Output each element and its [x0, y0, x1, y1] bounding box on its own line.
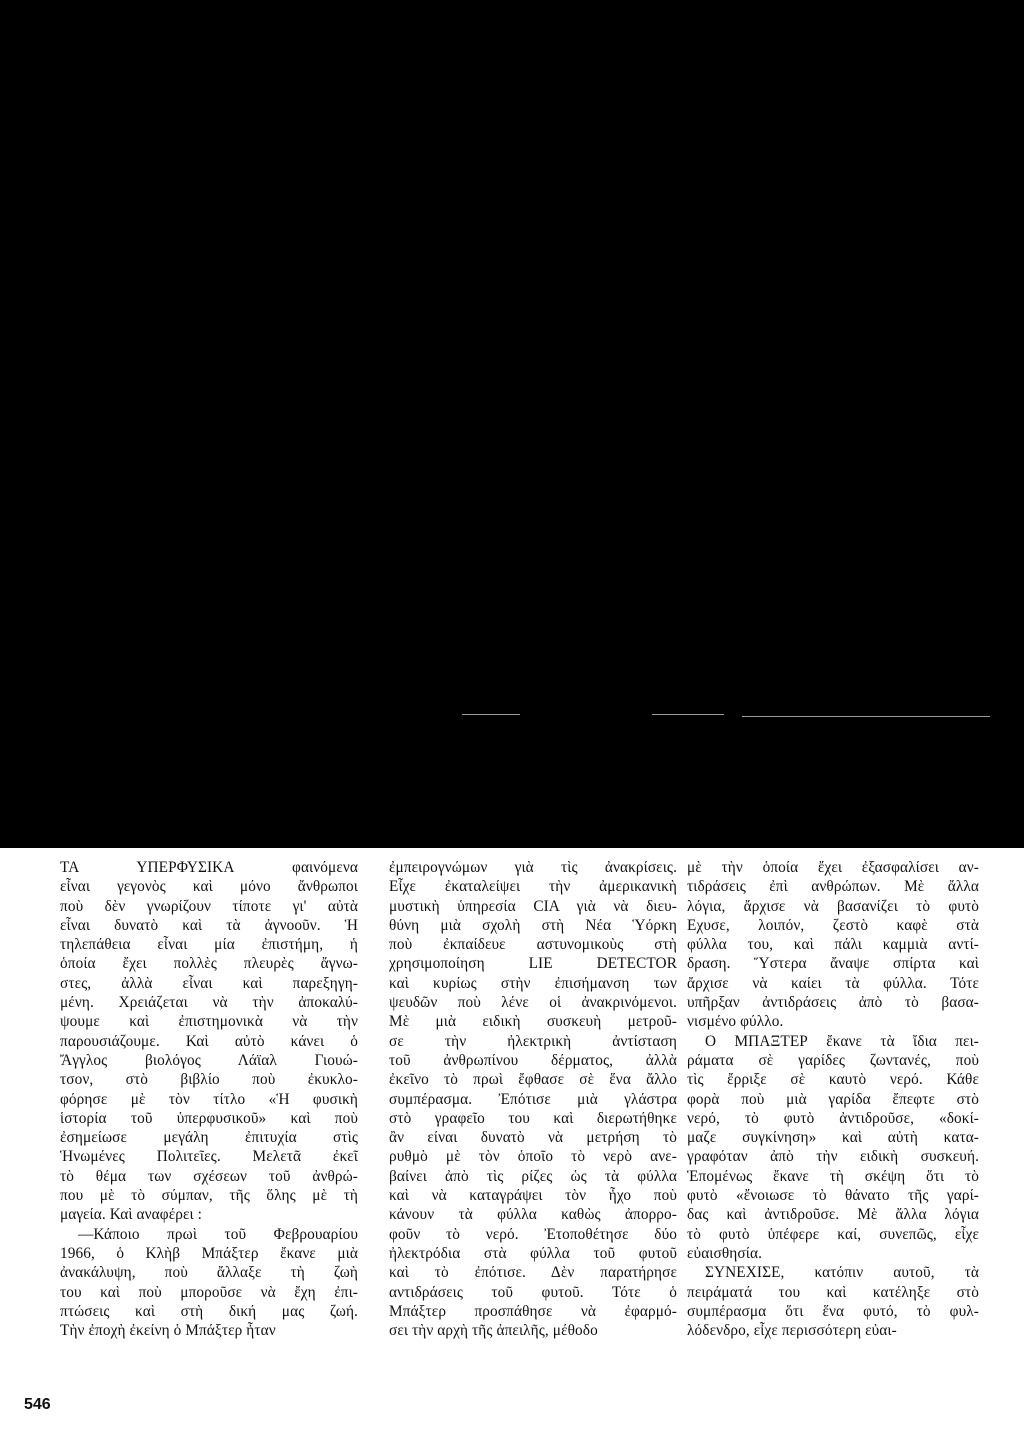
text-line: Ἡνωμένες Πολιτεῖες. Μελετᾶ ἐκεῖ [60, 1148, 358, 1166]
text-line: ἐκεῖνο τὸ πρωὶ ἔφθασε σὲ ἕνα ἄλλο [389, 1071, 677, 1089]
text-line: γραφόταν ἀπὸ τὴν ειδικὴ συσκευή. [687, 1148, 979, 1166]
text-column-1 [60, 858, 358, 1340]
text-column-2 [389, 858, 677, 1340]
text-line: στες, ἀλλὰ εἶναι καὶ παρεξηγη- [60, 974, 358, 992]
text-line: φορὰ ποὺ μιὰ γαρίδα ἔπεφτε στὸ [687, 1090, 979, 1108]
text-line: συμπέρασμα. Ἐπότισε μιὰ γλάστρα [389, 1090, 677, 1108]
text-line: χρησιμοποίηση LIE DETECTOR [389, 955, 677, 973]
text-line: εἶναι δυνατὸ καὶ τὰ ἀγνοοῦν. Ἡ [60, 916, 358, 934]
text-line: που μὲ τὸ σύμπαν, τῆς ὅλης μὲ τὴ [60, 1187, 358, 1205]
text-line: μὲ τὴν ὁποία ἔχει ἐξασφαλίσει αν- [687, 859, 979, 876]
text-line: εἶναι γεγονὸς καὶ μόνο ἄνθρωποι [60, 878, 358, 896]
photo-scan-line [652, 714, 724, 715]
text-line: ψευδῶν ποὺ λένε οἱ ἀνακρινόμενοι. [389, 994, 677, 1012]
text-line: δας καὶ ἀντιδροῦσε. Μὲ ἄλλα λόγια [687, 1206, 979, 1224]
page-number: 546 [24, 1396, 51, 1413]
text-line: μαζε συγκίνηση» καὶ αὐτὴ κατα- [687, 1129, 979, 1147]
text-line: σει τὴν αρχὴ τῆς ἀπειλῆς, μέθοδο [389, 1322, 598, 1340]
text-line: σε τὴν ἠλεκτρικὴ ἀντίσταση [389, 1032, 677, 1050]
text-line: εὐαισθησία. [687, 1244, 762, 1262]
text-line: κάνουν τὰ φύλλα καθὼς ἀπορρο- [389, 1206, 677, 1224]
text-line: φυτὸ «ἔνοιωσε τὸ θάνατο τῆς γαρί- [687, 1187, 979, 1205]
text-line: Μὲ μιὰ ειδικὴ συσκευὴ μετροῦ- [389, 1013, 677, 1031]
text-line: ἄρχισε νὰ καίει τὰ φύλλα. Τότε [687, 974, 979, 992]
text-line: ἱστορία τοῦ ὑπερφυσικοῦ» καὶ ποὺ [60, 1109, 358, 1127]
text-line: ἠλεκτρόδια στὰ φύλλα τοῦ φυτοῦ [389, 1244, 677, 1262]
text-line: δραση. Ὕστερα ἄναψε σπίρτα καὶ [687, 955, 979, 973]
text-line: Εἶχε ἐκαταλείψει τὴν ἀμερικανικὴ [389, 878, 677, 896]
text-line: βαίνει ἀπὸ τὶς ρίζες ὡς τὰ φύλλα [389, 1167, 677, 1185]
text-line: καὶ νὰ καταγράψει τὸν ἦχο ποὺ [389, 1187, 677, 1205]
text-line: ρυθμὸ μὲ τὸν ὁποῖο τὸ νερὸ ανε- [389, 1148, 677, 1166]
text-line: αντιδράσεις τοῦ φυτοῦ. Τότε ὁ [389, 1283, 677, 1301]
text-line: καὶ τὸ ἐπότισε. Δὲν παρατήρησε [389, 1264, 677, 1282]
text-line: ἂν είναι δυνατὸ νὰ μετρήση τὸ [389, 1129, 677, 1147]
text-line: τὸ θέμα των σχέσεων τοῦ ἀνθρώ- [60, 1167, 358, 1185]
text-line: στὸ γραφεῖο του καὶ διερωτήθηκε [389, 1109, 677, 1127]
text-line: ψουμε καὶ ἐπιστημονικὰ νὰ τὴν [60, 1013, 358, 1031]
text-line: ἀνακάλυψη, ποὺ ἄλλαξε τὴ ζωὴ [60, 1264, 358, 1282]
text-line: νισμένο φύλλο. [687, 1013, 784, 1031]
text-line: ποὺ δὲν γνωρίζουν τίποτε γι' αὐτὰ [60, 897, 358, 915]
text-line: πτώσεις καὶ στὴ δική μας ζωή. [60, 1302, 358, 1320]
text-line: τοῦ ἀνθρωπίνου δέρματος, ἀλλὰ [389, 1051, 677, 1069]
text-line: θύνη μιὰ σχολὴ στὴ Νέα Ὑόρκη [389, 916, 677, 934]
text-line: Ἄγγλος βιολόγος Λάϊαλ Γιουώ- [60, 1051, 358, 1069]
photo-scan-line [742, 716, 990, 717]
text-line: τὶς ἔρριξε σὲ καυτὸ νερό. Κάθε [687, 1071, 979, 1089]
text-line: τὸ φυτὸ ὑπέφερε καί, συνεπῶς, εἶχε [687, 1225, 979, 1243]
text-line: καὶ κυρίως στὴν ἐπισήμανση των [389, 974, 677, 992]
text-line: πειράματά του καὶ κατέληξε στὸ [687, 1283, 979, 1301]
text-line: φύλλα του, καὶ πάλι καμμιὰ αντί- [687, 936, 979, 954]
text-line: τσον, στὸ βιβλίο ποὺ ἐκυκλο- [60, 1071, 358, 1089]
text-line: λόδενδρο, εἶχε περισσότερη εὐαι- [687, 1322, 897, 1340]
text-line: —Κάποιο πρωὶ τοῦ Φεβρουαρίου [78, 1225, 358, 1243]
text-line: Μπάξτερ προσπάθησε νὰ ἐφαρμό- [389, 1302, 677, 1320]
text-line: ὁποία ἔχει πολλὲς πλευρὲς ἄγνω- [60, 955, 358, 973]
text-line: φοῦν τὸ νερό. Ἐτοποθέτησε δύο [389, 1225, 677, 1243]
text-line: φόρησε μὲ τὸν τίτλο «Ἡ φυσικὴ [60, 1090, 358, 1108]
text-line: ἐμπειρογνώμων γιὰ τὶς ἀνακρίσεις. [389, 859, 677, 876]
text-line: ράματα σὲ γαρίδες ζωντανές, ποὺ [687, 1051, 979, 1069]
photo-scan-line [462, 714, 520, 715]
text-line: ποὺ ἐκπαίδευε αστυνομικοὺς στὴ [389, 936, 677, 954]
text-line: Εχυσε, λοιπόν, ζεστὸ καφὲ στὰ [687, 916, 979, 934]
text-line: ΤΑ ΥΠΕΡΦΥΣΙΚΑ φαινόμενα [60, 859, 358, 876]
text-line: 1966, ὁ Κλὴβ Μπάξτερ ἔκανε μιὰ [60, 1244, 358, 1262]
text-line: Ο ΜΠΑΞΤΕΡ ἔκανε τὰ ἴδια πει- [705, 1032, 979, 1050]
text-line: μαγεία. Καὶ αναφέρει : [60, 1206, 202, 1224]
text-line: συμπέρασμα ὅτι ἕνα φυτό, τὸ φυλ- [687, 1302, 979, 1320]
text-column-3 [687, 858, 979, 1340]
text-line: μυστικὴ ὑπηρεσία CIA γιὰ νὰ διευ- [389, 897, 677, 915]
text-line: υπῆρξαν ἀντιδράσεις ἀπὸ τὸ βασα- [687, 994, 979, 1012]
text-line: του καὶ ποὺ μποροῦσε νὰ ἔχη ἐπι- [60, 1283, 358, 1301]
text-line: ΣΥΝΕΧΙΣΕ, κατόπιν αυτοῦ, τὰ [705, 1264, 979, 1282]
text-line: λόγια, ἄρχισε νὰ βασανίζει τὸ φυτὸ [687, 897, 979, 915]
text-line: Τὴν ἐποχὴ ἐκείνη ὁ Μπάξτερ ἦταν [60, 1322, 276, 1340]
text-line: παρουσιάζουμε. Καὶ αὐτὸ κάνει ὁ [60, 1032, 358, 1050]
text-line: νερό, τὸ φυτὸ ἀντιδροῦσε, «δοκί- [687, 1109, 979, 1127]
text-line: ἐσημείωσε μεγάλη ἐπιτυχία στὶς [60, 1129, 358, 1147]
text-line: Ἑπομένως ἔκανε τὴ σκέψη ὅτι τὸ [687, 1167, 979, 1185]
text-line: τηλεπάθεια εἶναι μία ἐπιστήμη, ἡ [60, 936, 358, 954]
text-line: τιδράσεις ἐπὶ ανθρώπων. Μὲ ἄλλα [687, 878, 979, 896]
text-line: μένη. Χρειάζεται νὰ τὴν ἀποκαλύ- [60, 994, 358, 1012]
